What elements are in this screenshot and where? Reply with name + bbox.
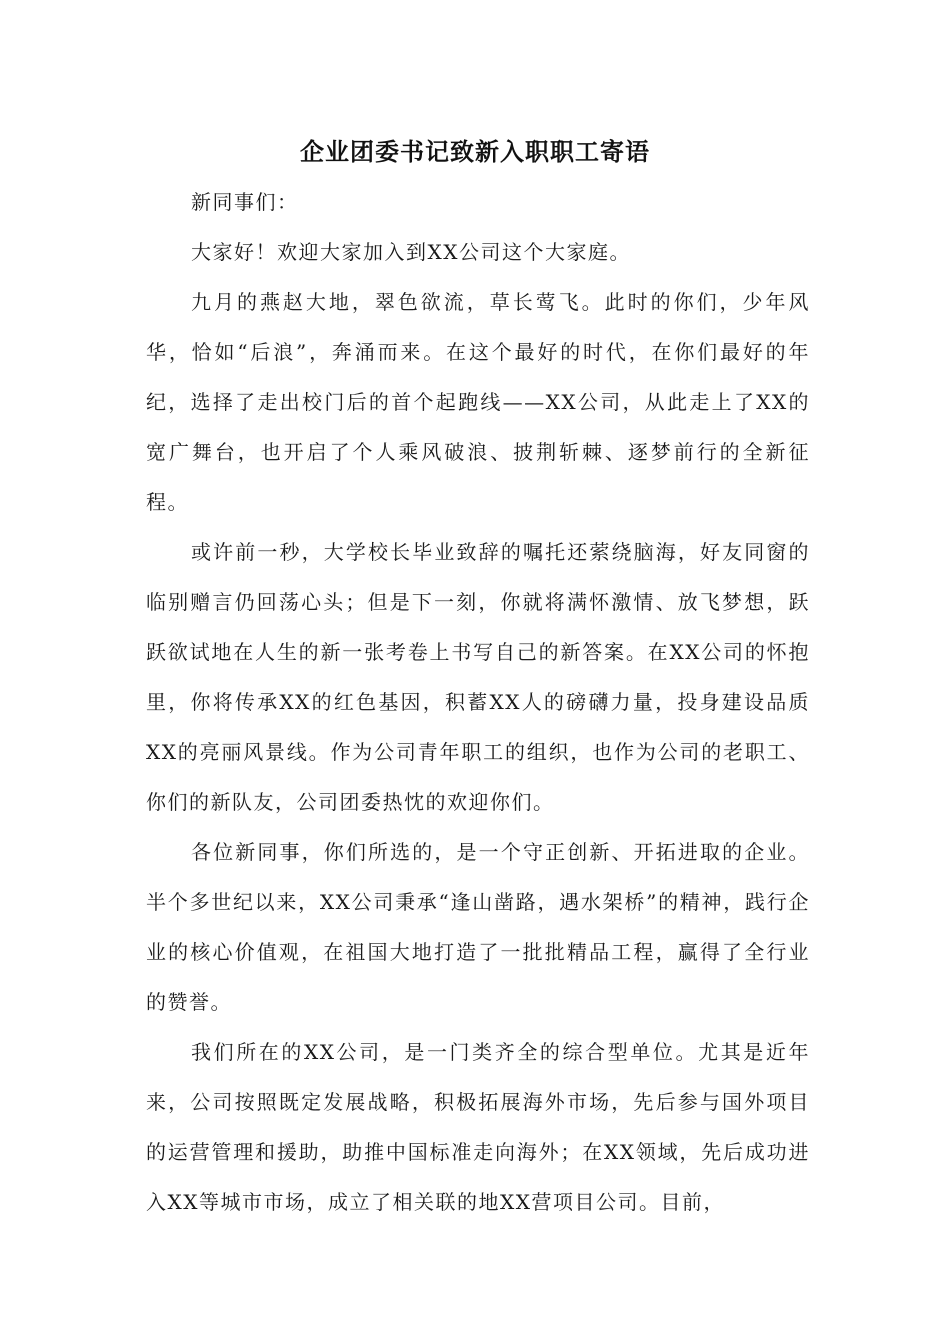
welcome-paragraph: 大家好！欢迎大家加入到XX公司这个大家庭。 [191,240,631,264]
body-paragraph: 九月的燕赵大地，翠色欲流，草长莺飞。此时的你们，少年风华，恰如“后浪”，奔涌而来。在这个最好的时代，在你们最好的年纪，选择了走出校门后的首个起跑线——XX公司，从此走上了XX的宽广舞台，也开启了个人乘风破浪、披荆斩棘、逐梦前行的全新征程。 [146,290,810,514]
greeting-paragraph: 新同事们： [191,190,299,214]
document-title: 企业团委书记致新入职职工寄语 [300,137,650,166]
body-paragraph: 各位新同事，你们所选的，是一个守正创新、开拓进取的企业。半个多世纪以来，XX公司秉承“逢山凿路，遇水架桥”的精神，践行企业的核心价值观，在祖国大地打造了一批批精品工程，赢得了全行业的赞誉。 [146,840,810,1014]
body-paragraph: 或许前一秒，大学校长毕业致辞的嘱托还萦绕脑海，好友同窗的临别赠言仍回荡心头；但是下一刻，你就将满怀激情、放飞梦想，跃跃欲试地在人生的新一张考卷上书写自己的新答案。在XX公司的怀抱里，你将传承XX的红色基因，积蓄XX人的磅礴力量，投身建设品质XX的亮丽风景线。作为公司青年职工的组织，也作为公司的老职工、你们的新队友，公司团委热忱的欢迎你们。 [146,540,810,814]
document-body [146,177,810,1227]
body-paragraph: 我们所在的XX公司，是一门类齐全的综合型单位。尤其是近年来，公司按照既定发展战略，积极拓展海外市场，先后参与国外项目的运营管理和援助，助推中国标准走向海外；在XX领域，先后成功进入XX等城市市场，成立了相关联的地XX营项目公司。目前， [146,1040,810,1214]
